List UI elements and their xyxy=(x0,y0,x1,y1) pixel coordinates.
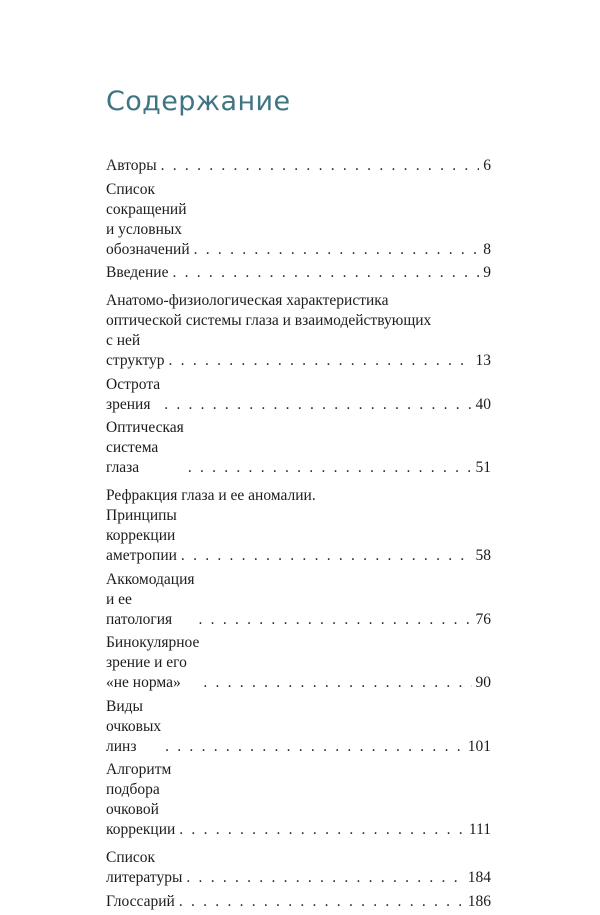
toc-entry-label: Список сокращений и условных обозначений xyxy=(106,180,190,258)
toc-entry-page: 6 xyxy=(483,157,491,174)
toc-entry-page: 13 xyxy=(475,352,491,369)
toc-entry-label: Принципы коррекции аметропии xyxy=(106,507,177,564)
toc-entry-page: 76 xyxy=(475,610,491,628)
dot-leader xyxy=(179,892,464,912)
toc-entry-label-line: оптической системы глаза и взаимодействующих xyxy=(106,312,432,329)
toc-entry-label: Авторы xyxy=(106,157,157,174)
toc-entry-page: 58 xyxy=(475,547,491,564)
toc-entry-label: Аккомодация и ее патология xyxy=(106,570,195,628)
toc-entry-correction-algorithm[interactable] xyxy=(106,760,491,840)
toc-entry-anatomy[interactable] xyxy=(106,291,491,371)
toc-entry-page: 90 xyxy=(475,674,491,691)
toc-entry-lens-types[interactable] xyxy=(106,697,491,757)
toc-entry-authors[interactable] xyxy=(106,156,491,176)
toc-entry-label: Острота зрения xyxy=(106,375,161,413)
toc-entry-page: 9 xyxy=(483,264,491,281)
toc-entry-optical-system[interactable] xyxy=(106,418,491,478)
toc-entry-binocular-vision[interactable] xyxy=(106,633,491,693)
dot-leader xyxy=(188,458,472,478)
toc-entry-references[interactable] xyxy=(106,848,491,888)
toc-entry-abbreviations[interactable] xyxy=(106,180,491,260)
toc-entry-last-line xyxy=(106,506,491,566)
toc-entry-label: Глоссарий xyxy=(106,892,175,910)
toc-entry-introduction[interactable] xyxy=(106,263,491,283)
dot-leader xyxy=(203,673,471,693)
dot-leader xyxy=(161,156,480,176)
dot-leader xyxy=(194,240,480,260)
dot-leader xyxy=(164,395,471,415)
toc-entry-label: с ней структур xyxy=(106,332,165,369)
dot-leader xyxy=(165,737,464,757)
toc-entry-label: Алгоритм подбора очковой коррекции xyxy=(106,761,176,838)
page-title: Содержание xyxy=(106,86,291,117)
dot-leader xyxy=(199,610,472,630)
toc-entry-label: Виды очковых линз xyxy=(106,697,162,755)
toc-entry-page: 8 xyxy=(483,240,491,258)
toc-entry-refraction[interactable] xyxy=(106,486,491,566)
toc-entry-visual-acuity[interactable] xyxy=(106,375,491,415)
toc-entry-page: 186 xyxy=(467,892,491,910)
toc-entry-page: 101 xyxy=(467,737,491,755)
toc-entry-label-line: Анатомо-физиологическая характеристика xyxy=(106,292,389,309)
toc-entry-label: Бинокулярное зрение и его «не норма» xyxy=(106,634,200,691)
toc-entry-label: Введение xyxy=(106,264,169,281)
dot-leader xyxy=(181,546,472,566)
toc-entry-label: Оптическая система глаза xyxy=(106,419,184,476)
toc-entry-label-line: Рефракция глаза и ее аномалии. xyxy=(106,487,316,504)
toc-entry-last-line xyxy=(106,331,491,371)
toc-entry-page: 111 xyxy=(468,821,491,838)
dot-leader xyxy=(172,263,479,283)
dot-leader xyxy=(169,351,472,371)
table-of-contents xyxy=(106,156,491,915)
dot-leader xyxy=(186,868,463,888)
toc-entry-page: 40 xyxy=(475,395,491,413)
toc-entry-glossary[interactable] xyxy=(106,892,491,912)
toc-entry-label: Список литературы xyxy=(106,849,183,886)
toc-entry-accommodation[interactable] xyxy=(106,570,491,630)
toc-entry-page: 51 xyxy=(475,459,491,476)
dot-leader xyxy=(179,820,465,840)
toc-entry-page: 184 xyxy=(467,869,491,886)
